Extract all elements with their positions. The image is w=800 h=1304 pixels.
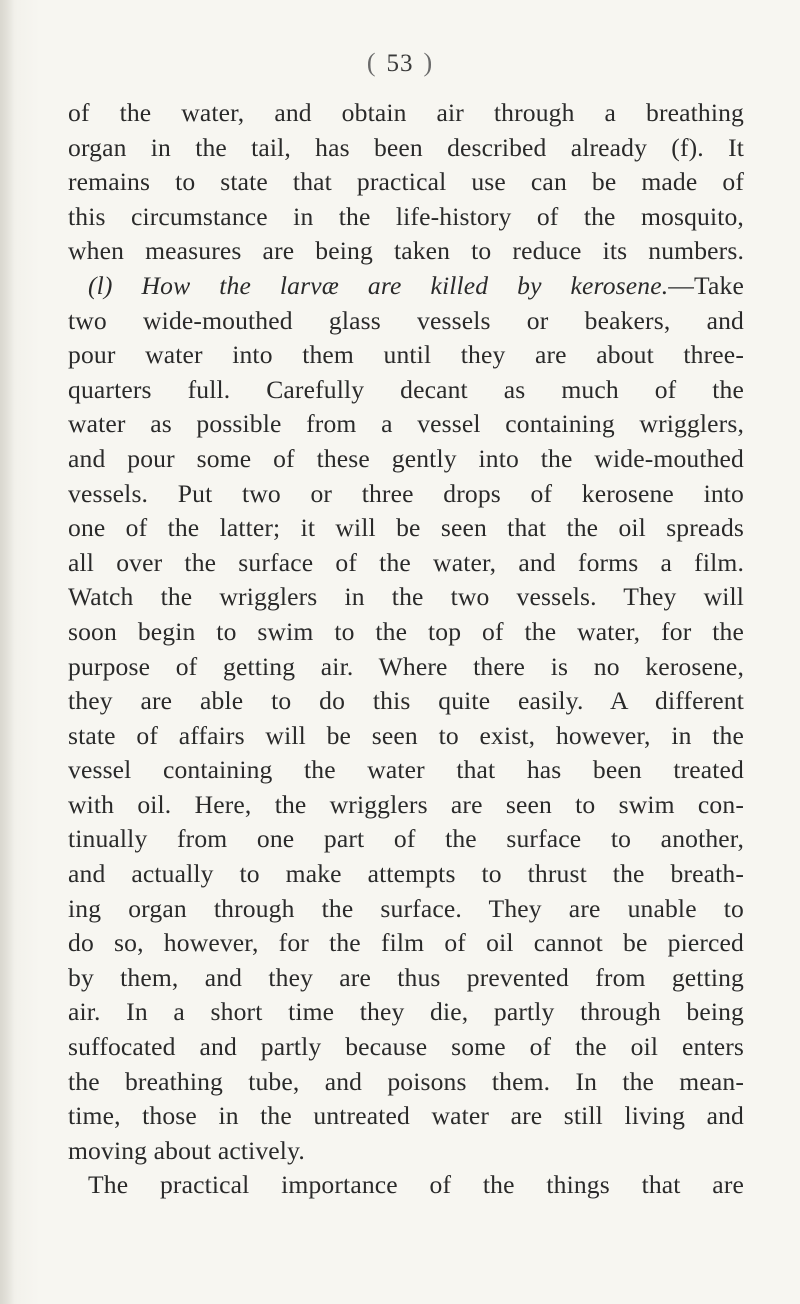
text-line: this circumstance in the life-history of the mosquito, [68,201,744,231]
text-line: organ in the tail, has been described already (f). It [68,132,744,162]
body-text [68,96,744,1203]
text-line: pour water into them until they are about three- [68,340,744,370]
text-line: by them, and they are thus prevented from getting [68,962,744,992]
text-line: do so, however, for the film of oil cannot be pierced [68,928,744,958]
text-line: tinually from one part of the surface to another, [68,824,744,854]
subsection-title: How the larvæ are killed by kerosene. [141,270,669,300]
text-line: time, those in the untreated water are still living and [68,1101,744,1131]
text-line: and actually to make attempts to thrust the breath- [68,859,744,889]
text-line: The practical importance of the things that are [88,1170,744,1200]
text-line: air. In a short time they die, partly through being [68,997,744,1027]
text-line: when measures are being taken to reduce its numbers. [68,236,744,266]
page-number [0,48,800,78]
subsection-label: (l) [88,270,113,300]
text-line: water as possible from a vessel containing wrigglers, [68,409,744,439]
text-line: suffocated and partly because some of the oil enters [68,1032,744,1062]
text-line: purpose of getting air. Where there is no kerosene, [68,651,744,681]
text-line: of the water, and obtain air through a breathing [68,98,744,127]
text-line: one of the latter; it will be seen that the oil spreads [68,513,744,543]
subsection-dash-text: —Take [668,270,744,300]
text-line: Watch the wrigglers in the two vessels. They will [68,582,744,612]
text-line: vessel containing the water that has been treated [68,755,744,785]
text-line: quarters full. Carefully decant as much of the [68,374,744,404]
text-line: the breathing tube, and poisons them. In the mean- [68,1066,744,1096]
text-line: moving about actively. [68,1135,305,1165]
text-line: state of affairs will be seen to exist, however, in the [68,720,744,750]
text-line: ing organ through the surface. They are unable to [68,893,744,923]
page-number-value: 53 [386,50,414,77]
page-edge-shadow [0,0,14,1304]
text-line: vessels. Put two or three drops of kerosene into [68,478,744,508]
text-line: two wide-mouthed glass vessels or beakers, and [68,305,744,335]
text-line: they are able to do this quite easily. A different [68,686,744,716]
text-line: and pour some of these gently into the wide-mouthed [68,443,744,473]
text-line: soon begin to swim to the top of the water, for the [68,616,744,646]
page-number-close-paren: ) [423,48,434,77]
subsection-heading-line [68,269,744,304]
text-line: with oil. Here, the wrigglers are seen to swim con- [68,789,744,819]
page-number-open-paren: ( [366,48,377,77]
text-line: all over the surface of the water, and forms a film. [68,547,744,577]
text-line: remains to state that practical use can be made of [68,167,744,197]
